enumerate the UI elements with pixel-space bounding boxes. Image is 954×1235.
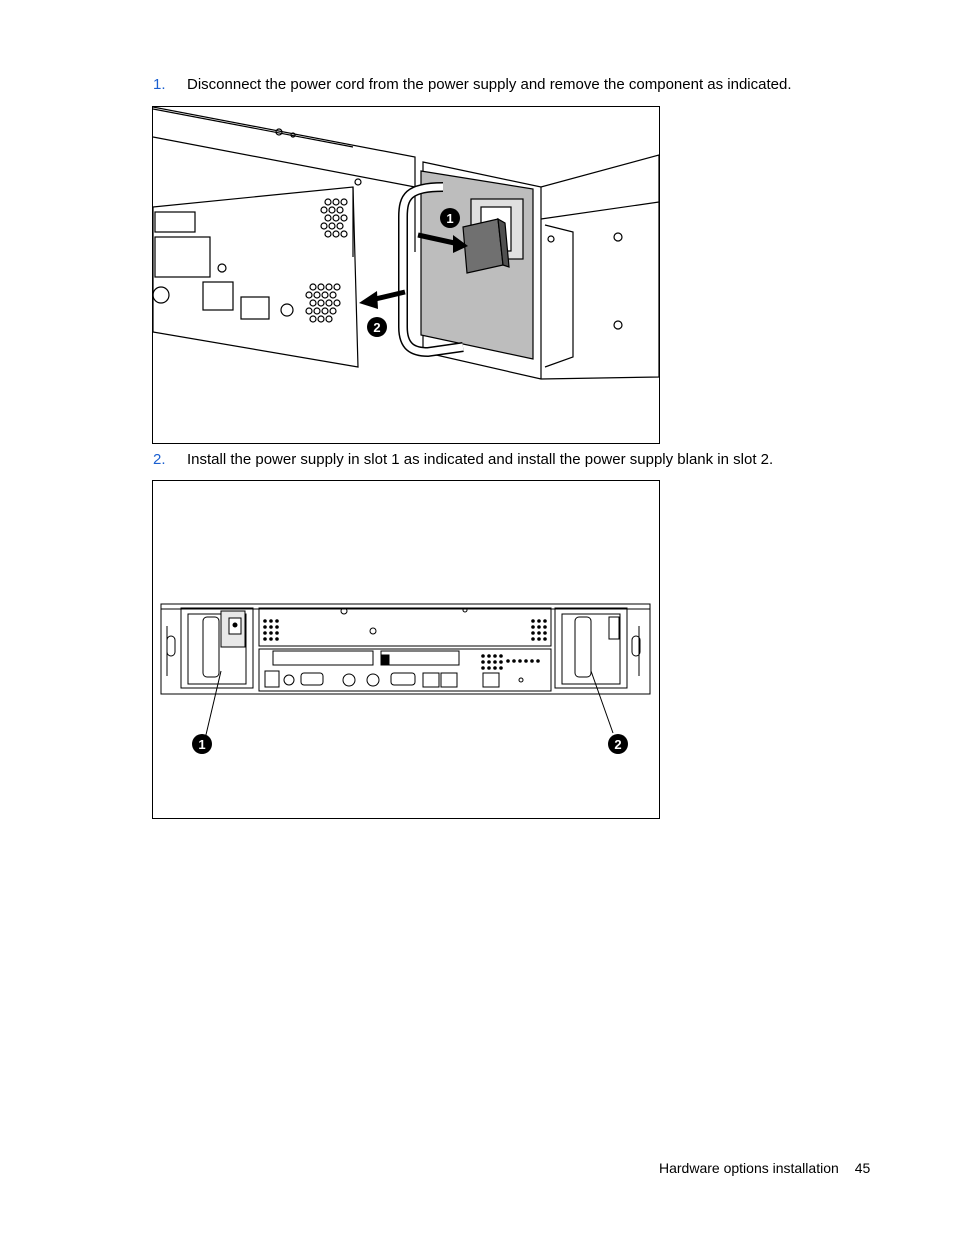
step-text: Install the power supply in slot 1 as indicated and install the power supply blank in slot 2. [187,451,774,468]
step-number: 2. [153,451,166,468]
svg-text:1: 1 [198,737,206,752]
callout-2 [608,734,628,754]
page-footer [659,1159,870,1177]
step-2 [153,451,773,469]
callout-1 [192,734,212,754]
rear-panel-illustration [153,481,659,818]
svg-text:2: 2 [614,737,622,752]
figure-install-power-supply [152,480,660,819]
step-number: 1. [153,76,166,93]
footer-page-number: 45 [854,1160,871,1176]
step-1 [153,76,792,94]
svg-text:2: 2 [373,320,381,335]
step-text: Disconnect the power cord from the power supply and remove the component as indicated. [187,76,792,93]
callout-1 [440,208,460,228]
callout-2 [367,317,387,337]
remove-power-supply-illustration [153,107,659,443]
footer-section-title: Hardware options installation [659,1160,839,1176]
svg-text:1: 1 [446,211,454,226]
figure-remove-power-supply [152,106,660,444]
